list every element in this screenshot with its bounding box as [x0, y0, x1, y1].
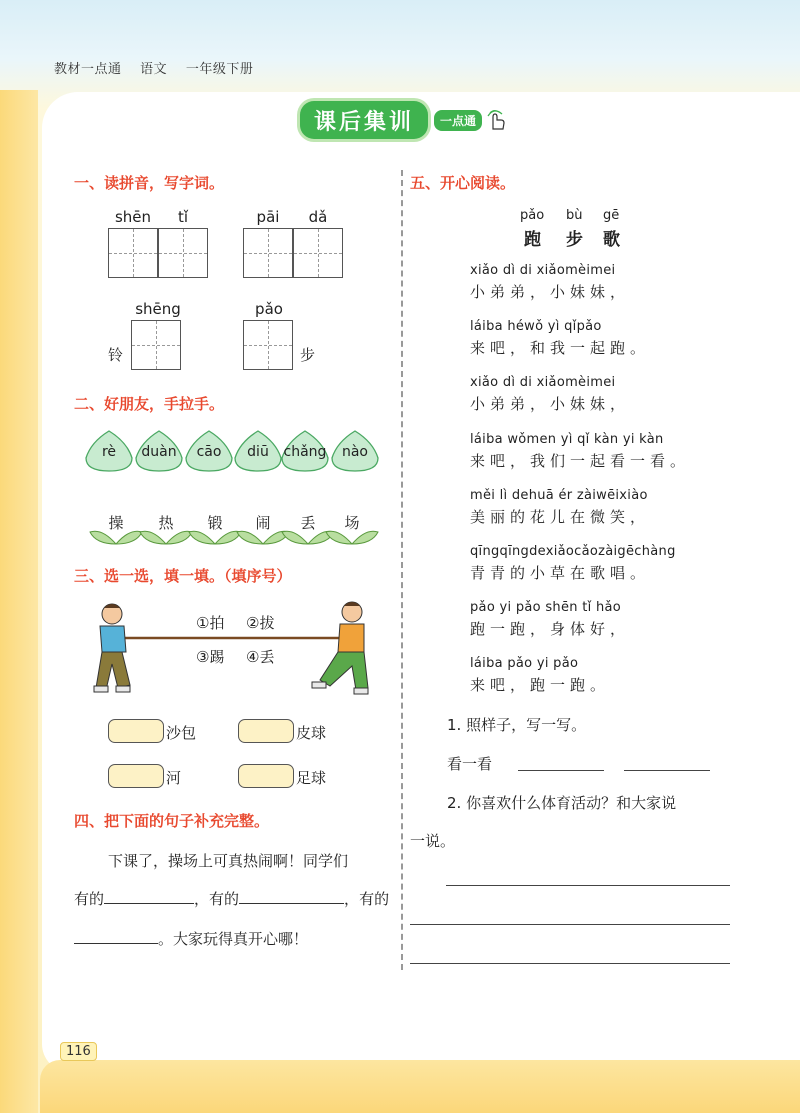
pinyin-shen: shēn: [114, 208, 152, 226]
q1-example: 看一看: [447, 755, 493, 773]
poem-title-pinyin: gē: [603, 208, 620, 223]
answer-line[interactable]: [446, 885, 730, 886]
leaf-icon: [138, 528, 194, 546]
writing-grid-box[interactable]: [293, 228, 343, 278]
comma: ，: [194, 890, 210, 908]
item-label: 河: [166, 769, 182, 787]
leaf-char[interactable]: 热: [158, 514, 174, 532]
poem-pinyin-line: pǎo yi pǎo shēn tǐ hǎo: [470, 600, 622, 615]
option-2: ②拔: [246, 614, 275, 632]
poem-title-pinyin: bù: [566, 208, 583, 223]
poem-title-char: 跑: [524, 230, 541, 250]
poem-text-line: 青青的小草在歌唱。: [470, 564, 651, 582]
poem-text-line: 来吧，我们一起看一看。: [470, 452, 691, 470]
writing-grid-box[interactable]: [108, 228, 158, 278]
pinyin-pao: pǎo: [255, 300, 283, 318]
poem-text-line: 小弟弟，小妹妹，: [470, 283, 631, 301]
option-1: ①拍: [196, 614, 225, 632]
item-label: 足球: [296, 769, 327, 787]
char-ling: 铃: [108, 346, 124, 364]
poem-pinyin-line: qīngqīngdexiǎocǎozàigēchàng: [470, 544, 676, 559]
you-de-3: 有的: [359, 890, 390, 908]
poem-pinyin-line: láiba wǒmen yì qǐ kàn yi kàn: [470, 432, 664, 447]
leaf-char[interactable]: 闹: [255, 514, 271, 532]
poem-pinyin-line: xiǎo dì di xiǎomèimei: [470, 375, 616, 390]
drop-pinyin[interactable]: duàn: [141, 444, 177, 460]
fill-blank[interactable]: [104, 889, 194, 904]
leaf-icon: [324, 528, 380, 546]
poem-pinyin-line: měi lì dehuā ér zàiwēixiào: [470, 488, 648, 503]
pinyin-sheng: shēng: [135, 300, 181, 318]
poem-title-char: 歌: [603, 230, 620, 250]
tug-of-war-illustration: [92, 600, 372, 700]
sentence-line-2: [74, 888, 389, 909]
section-3-title: 三、选一选，填一填。（填序号）: [74, 567, 292, 585]
poem-text-line: 小弟弟，小妹妹，: [470, 395, 631, 413]
answer-box[interactable]: [238, 719, 294, 743]
question-2-continued: 一说。: [410, 832, 456, 850]
answer-line[interactable]: [410, 924, 730, 925]
section-banner: [300, 100, 506, 140]
page-margin-stripe: [0, 90, 38, 1113]
answer-line[interactable]: [518, 770, 604, 771]
section-1-title: 一、读拼音，写字词。: [74, 174, 225, 192]
drop-pinyin[interactable]: nào: [341, 444, 369, 460]
book-header: [54, 58, 267, 77]
sentence-line-3: [74, 928, 308, 949]
item-label: 皮球: [296, 724, 327, 742]
poem-pinyin-line: láiba pǎo yi pǎo: [470, 656, 579, 671]
pinyin-pai: pāi: [256, 208, 280, 226]
question-1: 1. 照样子，写一写。: [447, 716, 587, 734]
option-4: ④丢: [246, 648, 275, 666]
leaf-char[interactable]: 锻: [207, 514, 223, 532]
poem-text-line: 美丽的花儿在微笑，: [470, 508, 651, 526]
banner-title-box: [300, 101, 428, 139]
answer-box[interactable]: [108, 764, 164, 788]
poem-text-line: 来吧，和我一起跑。: [470, 339, 651, 357]
item-label: 沙包: [166, 724, 197, 742]
column-divider: [401, 170, 403, 970]
leaf-char[interactable]: 丢: [300, 514, 316, 532]
drop-pinyin[interactable]: diū: [247, 444, 269, 460]
leaf-icon: [88, 528, 144, 546]
fill-blank[interactable]: [239, 889, 344, 904]
answer-box[interactable]: [238, 764, 294, 788]
poem-title-char: 步: [566, 230, 583, 250]
drop-pinyin[interactable]: rè: [101, 444, 117, 460]
section-5-title: 五、开心阅读。: [410, 174, 516, 192]
poem-pinyin-line: láiba héwǒ yì qǐpǎo: [470, 319, 602, 334]
writing-grid-box[interactable]: [131, 320, 181, 370]
you-de-1: 有的: [74, 890, 105, 908]
comma: ，: [344, 890, 360, 908]
answer-box[interactable]: [108, 719, 164, 743]
drop-pinyin[interactable]: cāo: [196, 444, 222, 460]
pinyin-ti: tǐ: [177, 208, 189, 226]
drop-pinyin[interactable]: chǎng: [283, 444, 327, 460]
pinyin-da: dǎ: [308, 208, 328, 226]
section-2-title: 二、好朋友，手拉手。: [74, 395, 225, 413]
page-footer-band: [40, 1060, 800, 1113]
poem-text-line: 来吧，跑一跑。: [470, 676, 611, 694]
header-grade: 一年级下册: [185, 62, 254, 77]
poem-text-line: 跑一跑，身体好，: [470, 620, 631, 638]
poem-title-pinyin: pǎo: [520, 208, 545, 223]
banner-title: 课后集训: [314, 109, 415, 135]
banner-subtitle: 一点通: [434, 110, 482, 131]
pointing-hand-icon: [486, 109, 506, 131]
option-3: ③踢: [196, 648, 225, 666]
sentence-line-1: 下课了，操场上可真热闹啊！同学们: [108, 852, 349, 870]
leaf-char[interactable]: 操: [108, 514, 124, 532]
you-de-2: 有的: [209, 890, 240, 908]
writing-grid-box[interactable]: [158, 228, 208, 278]
answer-line[interactable]: [410, 963, 730, 964]
fill-blank[interactable]: [74, 929, 158, 944]
leaf-char[interactable]: 场: [344, 514, 360, 532]
sentence-end: 。大家玩得真开心哪！: [158, 930, 309, 948]
char-bu: 步: [300, 346, 316, 364]
section-4-title: 四、把下面的句子补充完整。: [74, 812, 270, 830]
writing-grid-box[interactable]: [243, 228, 293, 278]
page-number: 116: [60, 1042, 97, 1061]
header-book: 教材一点通: [54, 62, 122, 77]
writing-grid-box[interactable]: [243, 320, 293, 370]
question-2: 2. 你喜欢什么体育活动？和大家说: [447, 794, 677, 812]
header-subject: 语文: [140, 62, 168, 77]
poem-pinyin-line: xiǎo dì di xiǎomèimei: [470, 263, 616, 278]
answer-line[interactable]: [624, 770, 710, 771]
